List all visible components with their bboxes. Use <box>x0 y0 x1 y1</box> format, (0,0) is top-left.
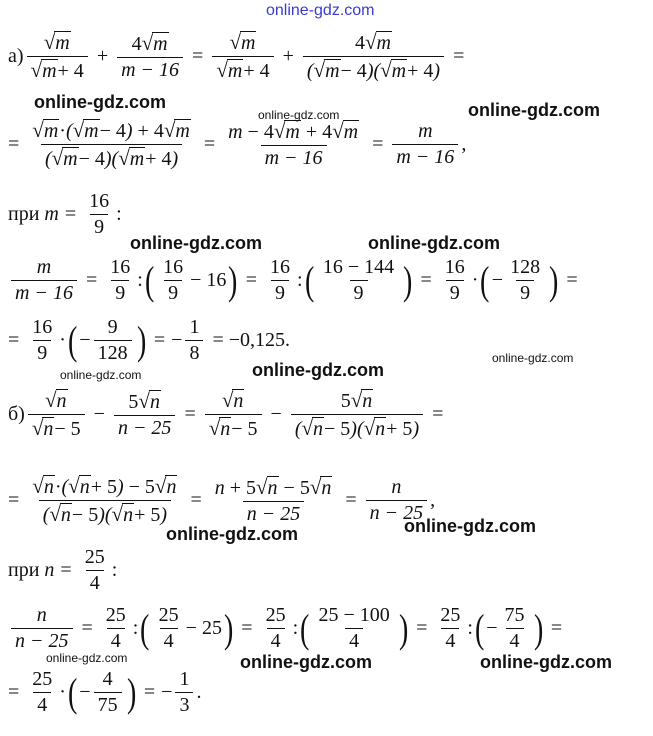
math-line-a4: = $\frac{16}{9}$ · ( − $\frac{9}{128}$ ) = − $\frac{1}{8}$ = −0,125. <box>8 316 291 364</box>
fraction: √ n ·( √ n + 5) − 5 √ n ( √ n − 5)( √ n + 5) <box>32 474 177 526</box>
math-line-b1: б) √ n √ n − 5 − 5 √ n n − 25 = √ n √ n − 5 − 5 √ n ( √ n − 5)( √ n + 5) = <box>8 388 444 440</box>
watermark: online-gdz.com <box>46 651 128 665</box>
condition-b: при n = $\frac{25}{4}$ : <box>8 546 118 594</box>
fraction: $\frac{25 - 100}{4}$ <box>318 604 390 652</box>
fraction: $\frac{16}{9}$ <box>270 256 291 304</box>
watermark: online-gdz.com <box>404 516 536 536</box>
watermark: online-gdz.com <box>34 92 166 112</box>
watermark: online-gdz.com <box>166 524 298 544</box>
watermark: online-gdz.com <box>468 100 600 120</box>
math-line-a2: = √ m ·( √ m − 4) + 4 √ m ( √ m − 4)( √ m + 4) = m − 4 √ m + 4 √ m m − 16 = $\frac{m}{m - 16}$ , <box>8 118 467 170</box>
watermark: online-gdz.com <box>368 233 500 253</box>
fraction: $\frac{25}{4}$ <box>158 604 179 652</box>
fraction: $\frac{25}{4}$ <box>440 604 461 652</box>
fraction: $\frac{m}{m - 16}$ <box>11 256 77 305</box>
fraction: m − 4 √ m + 4 √ m m − 16 <box>228 119 359 169</box>
fraction: $\frac{25}{4}$ <box>105 604 126 652</box>
fraction: √ m √ m + 4 <box>212 30 273 83</box>
fraction: √ n √ n − 5 <box>205 388 262 441</box>
watermark: online-gdz.com <box>240 652 372 672</box>
watermark: online-gdz.com <box>252 360 384 380</box>
math-line-a3: $\frac{m}{m - 16}$ = $\frac{16}{9}$ : ( $\frac{16}{9}$ − 16 ) = $\frac{16}{9}$ : ( $\frac{16 - 144}{9}$ ) = $\frac{16}{9}$ · ( − $\frac{128}{9}$ ) = <box>8 256 647 305</box>
math-line-a1: а) √ m √ m + 4 + 4 √ m m − 16 = √ m √ m + 4 + 4 √ m ( √ m − 4)( √ m + 4) = <box>8 30 465 82</box>
watermark: online-gdz.com <box>130 233 262 253</box>
part-label-a: а) <box>8 45 24 67</box>
fraction: $\frac{4}{75}$ <box>94 668 122 717</box>
fraction: $\frac{16 - 144}{9}$ <box>322 256 395 304</box>
answer-b: $\frac{1}{3}$ <box>175 668 193 717</box>
fraction: √ m ·( √ m − 4) + 4 √ m ( √ m − 4)( √ m + 4) <box>32 118 190 170</box>
fraction: 4 √ m m − 16 <box>117 31 183 82</box>
fraction: $\frac{75}{4}$ <box>504 604 525 652</box>
condition-a: при m = $\frac{16}{9}$ : <box>8 190 122 238</box>
fraction: $\frac{16}{9}$ <box>110 256 131 304</box>
fraction: $\frac{n}{n - 25}$ <box>11 604 73 653</box>
fraction: $\frac{1}{8}$ <box>185 316 203 365</box>
watermark: online-gdz.com <box>258 108 340 122</box>
fraction: $\frac{n}{n - 25}$ <box>366 476 428 525</box>
fraction: 5 √ n ( √ n − 5)( √ n + 5) <box>291 388 423 441</box>
fraction: $\frac{25}{4}$ <box>265 604 286 652</box>
part-label-b: б) <box>8 403 25 425</box>
watermark: online-gdz.com <box>492 351 574 365</box>
fraction: 5 √ n n − 25 <box>114 389 176 440</box>
fraction: 4 √ m ( √ m − 4)( √ m + 4) <box>303 30 444 83</box>
fraction: $\frac{25}{4}$ <box>84 546 105 594</box>
math-line-b4: = $\frac{25}{4}$ · ( − $\frac{4}{75}$ ) = − $\frac{1}{3}$ . <box>8 668 202 716</box>
fraction: $\frac{9}{128}$ <box>94 316 132 365</box>
watermark-top: online-gdz.com <box>266 2 375 19</box>
watermark: online-gdz.com <box>480 652 612 672</box>
fraction: n + 5 √ n − 5 √ n n − 25 <box>214 475 332 525</box>
math-line-b3: $\frac{n}{n - 25}$ = $\frac{25}{4}$ : ( $\frac{25}{4}$ − 25 ) = $\frac{25}{4}$ : ( $\frac{25 - 100}{4}$ ) = $\frac{25}{4}$ : ( − $\frac{75}{4}$ ) = <box>8 604 647 653</box>
fraction: $\frac{16}{9}$ <box>32 316 53 364</box>
fraction: √ n √ n − 5 <box>28 388 85 441</box>
answer-a: = −0,125. <box>212 329 291 351</box>
fraction: $\frac{25}{4}$ <box>32 668 53 716</box>
fraction: $\frac{16}{9}$ <box>89 190 110 238</box>
fraction: $\frac{128}{9}$ <box>510 256 541 304</box>
watermark: online-gdz.com <box>60 368 142 382</box>
fraction: √ m √ m + 4 <box>27 30 88 83</box>
fraction: $\frac{16}{9}$ <box>444 256 465 304</box>
fraction: $\frac{m}{m - 16}$ <box>392 120 458 169</box>
math-line-b2: = √ n ·( √ n + 5) − 5 √ n ( √ n − 5)( √ n + 5) = n + 5 √ n − 5 √ n n − 25 = $\frac{n}{n - 25}$ , <box>8 474 436 526</box>
fraction: $\frac{16}{9}$ <box>163 256 184 304</box>
